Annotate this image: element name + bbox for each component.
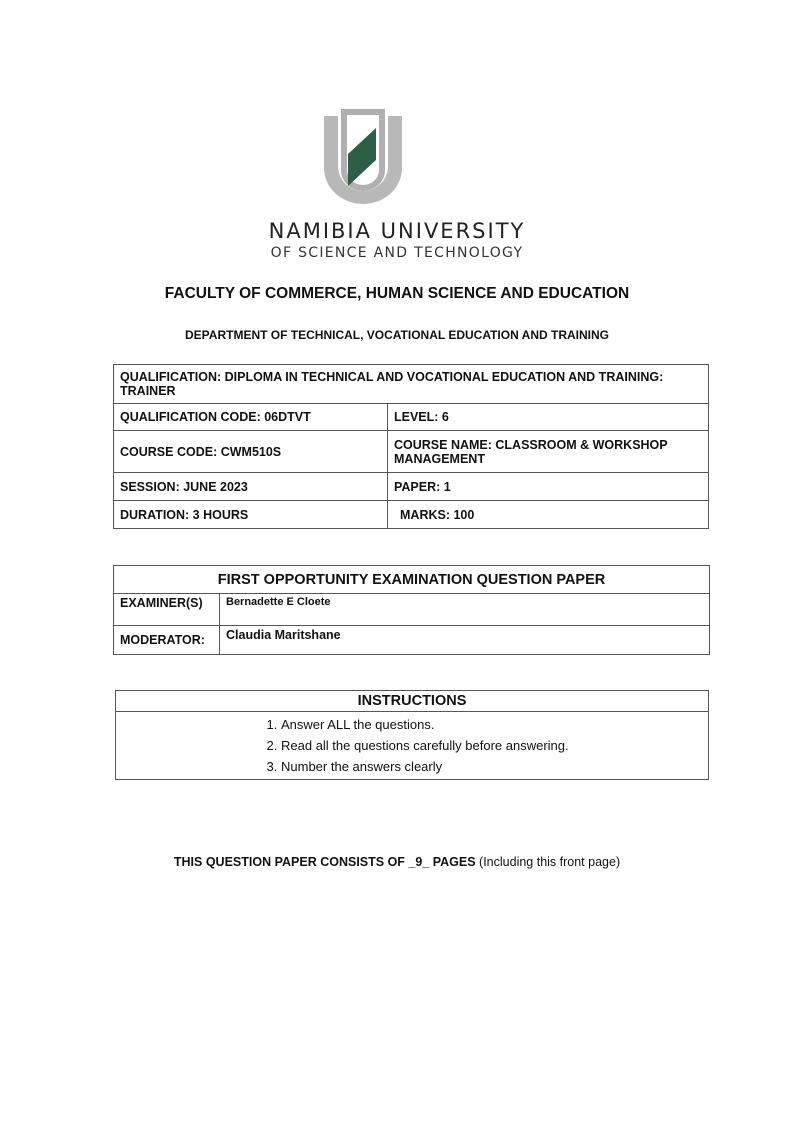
faculty-heading: FACULTY OF COMMERCE, HUMAN SCIENCE AND EDUCATION	[164, 285, 630, 302]
course-name: COURSE NAME: CLASSROOM & WORKSHOP MANAGEMENT	[388, 431, 709, 473]
session: SESSION: JUNE 2023	[114, 473, 388, 501]
instruction-item: 3. Number the answers clearly	[281, 756, 708, 777]
instructions-list	[116, 714, 708, 777]
department-heading: DEPARTMENT OF TECHNICAL, VOCATIONAL EDUCATION AND TRAINING	[185, 328, 609, 342]
examiner-label: EXAMINER(S)	[114, 594, 220, 626]
moderator-name: Claudia Maritshane	[220, 626, 710, 655]
instruction-item: 1. Answer ALL the questions.	[281, 714, 708, 735]
duration: DURATION: 3 HOURS	[114, 501, 388, 529]
moderator-label: MODERATOR:	[114, 626, 220, 655]
logo-subtitle: OF SCIENCE AND TECHNOLOGY	[270, 245, 524, 261]
paper: PAPER: 1	[388, 473, 709, 501]
exam-title: FIRST OPPORTUNITY EXAMINATION QUESTION PAPER	[114, 566, 710, 594]
university-logo-shield-icon	[320, 108, 406, 204]
course-details-table	[113, 364, 709, 529]
examiners-table	[113, 565, 710, 655]
qualification: QUALIFICATION: DIPLOMA IN TECHNICAL AND VOCATIONAL EDUCATION AND TRAINING: TRAINER	[114, 365, 709, 404]
course-code: COURSE CODE: CWM510S	[114, 431, 388, 473]
qualification-code: QUALIFICATION CODE: 06DTVT	[114, 404, 388, 431]
page-count-note	[0, 855, 794, 869]
marks: MARKS: 100	[388, 501, 709, 529]
logo-name: NAMIBIA UNIVERSITY	[268, 219, 526, 243]
examiner-name: Bernadette E Cloete	[220, 594, 710, 626]
instructions-table	[115, 690, 709, 780]
page-count-normal: (Including this front page)	[475, 855, 621, 869]
page-count-bold: THIS QUESTION PAPER CONSISTS OF _9_ PAGES	[173, 855, 476, 869]
instruction-item: 2. Read all the questions carefully before answering.	[281, 735, 708, 756]
instructions-title: INSTRUCTIONS	[116, 691, 709, 712]
level: LEVEL: 6	[388, 404, 709, 431]
